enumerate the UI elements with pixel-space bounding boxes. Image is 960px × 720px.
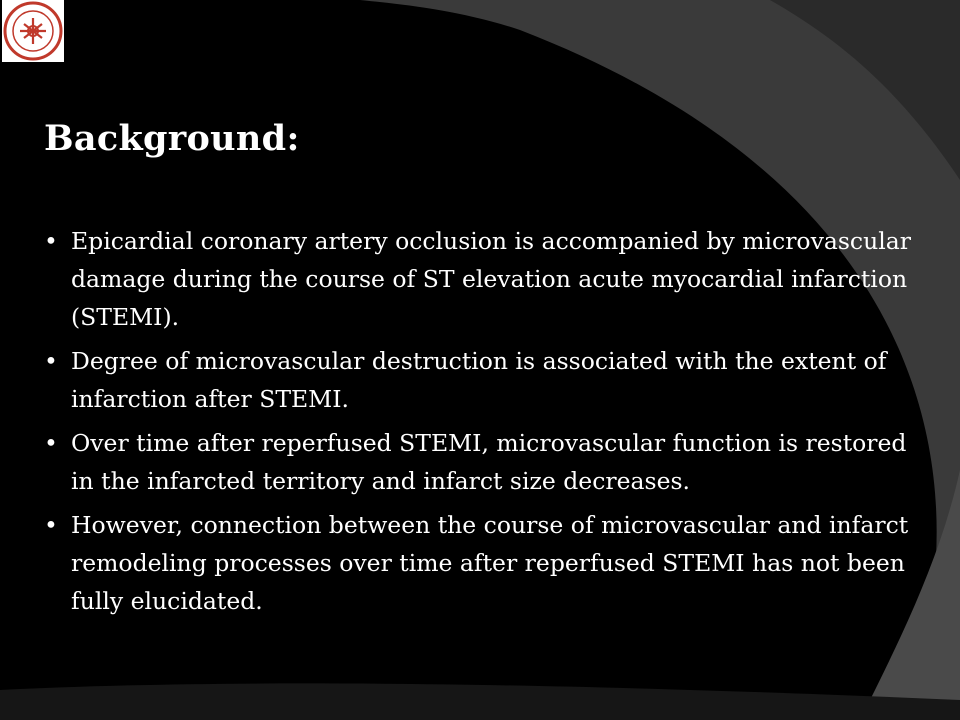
bullet-item [44,506,924,620]
logo-emblem-icon [2,0,64,62]
bullet-text: Epicardial coronary artery occlusion is accompanied by microvascular damage during the course of ST elevation acute myocardial infarction (STEMI). [71,227,911,331]
university-logo [2,0,64,62]
bullet-item [44,424,924,500]
bullet-dot-icon: • [44,429,58,457]
bullet-item [44,222,924,336]
bullet-text: Over time after reperfused STEMI, microvascular function is restored in the infarcted territory and infarct size decreases. [71,429,907,495]
bullet-dot-icon: • [44,511,58,539]
bullet-item [44,342,924,418]
bullet-text: However, connection between the course of microvascular and infarct remodeling processes over time after reperfused STEMI has not been fully elucidated. [71,511,909,615]
bullet-list [44,222,924,626]
bullet-dot-icon: • [44,227,58,255]
bullet-dot-icon: • [44,347,58,375]
slide-title: Background: [44,118,300,159]
bullet-text: Degree of microvascular destruction is associated with the extent of infarction after STEMI. [71,347,887,413]
